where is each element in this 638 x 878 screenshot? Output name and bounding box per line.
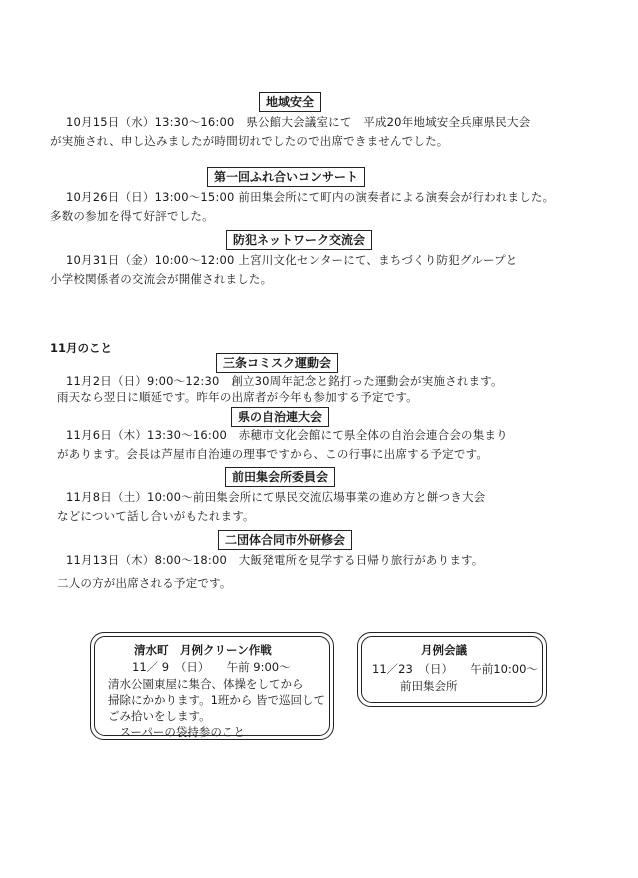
- november-label: 11月のこと: [50, 341, 113, 355]
- monthly-meeting-place: 前田集会所: [400, 679, 458, 693]
- heading-shukaijo-iinkai: 前田集会所委員会: [225, 467, 335, 487]
- text-line: 10月15日（水）13:30～16:00 県公館大会議室にて 平成20年地域安全兵庫県民大会: [66, 115, 531, 129]
- text-line: 11月13日（木）8:00～18:00 大飯発電所を見学する日帰り旅行があります。: [66, 553, 484, 567]
- heading-concert: 第一回ふれ合いコンサート: [207, 167, 365, 187]
- text-line: などについて話し合いがもたれます。: [57, 509, 255, 523]
- heading-bouhan-network: 防犯ネットワーク交流会: [226, 230, 372, 250]
- clean-campaign-line: 掃除にかかります。1班から 皆で巡回して: [108, 693, 326, 707]
- text-line: 小学校関係者の交流会が開催されました。: [50, 272, 273, 286]
- heading-sanjo-undoukai: 三条コミスク運動会: [216, 353, 338, 373]
- clean-campaign-line: 清水公園東屋に集合、体操をしてから: [108, 677, 304, 691]
- text-line: があります。会長は芦屋市自治連の理事ですから、この行事に出席する予定です。: [57, 447, 489, 461]
- text-line: 11月8日（土）10:00～前田集会所にて県民交流広場事業の進め方と餅つき大会: [66, 490, 486, 504]
- text-line: 雨天なら翌日に順延です。昨年の出席者が今年も参加する予定です。: [57, 390, 418, 404]
- text-line: 10月26日（日）13:00～15:00 前田集会所にて町内の演奏者による演奏会が行われました。: [66, 190, 555, 204]
- text-line: 10月31日（金）10:00～12:00 上宮川文化センターにて、まちづくり防犯グループと: [66, 253, 518, 267]
- monthly-meeting-title: 月例会議: [421, 643, 467, 657]
- text-line: 11月2日（日）9:00～12:30 創立30周年記念と銘打った運動会が実施されます。: [66, 374, 503, 388]
- text-line: が実施され、申し込みましたが時間切れでしたので出席できませんでした。: [50, 134, 449, 148]
- clean-campaign-line: ごみ拾いをします。: [108, 709, 211, 723]
- clean-campaign-date: 11／ 9 （日） 午前 9:00～: [132, 660, 291, 674]
- text-line: 二人の方が出席される予定です。: [57, 576, 232, 590]
- heading-chiiki-anzen: 地域安全: [259, 92, 321, 112]
- text-line: 多数の参加を得て好評でした。: [50, 209, 214, 223]
- heading-jichiren-taikai: 県の自治連大会: [231, 407, 329, 427]
- heading-kenshukai: 二団体合同市外研修会: [218, 530, 352, 550]
- clean-campaign-line: スーパーの袋持参のこと: [108, 725, 245, 739]
- text-line: 11月6日（木）13:30～16:00 赤穂市文化会館にて県全体の自治会連合会の集まり: [66, 428, 508, 442]
- monthly-meeting-date: 11／23 （日） 午前10:00～: [372, 662, 538, 676]
- clean-campaign-title: 清水町 月例クリーン作戦: [134, 643, 272, 657]
